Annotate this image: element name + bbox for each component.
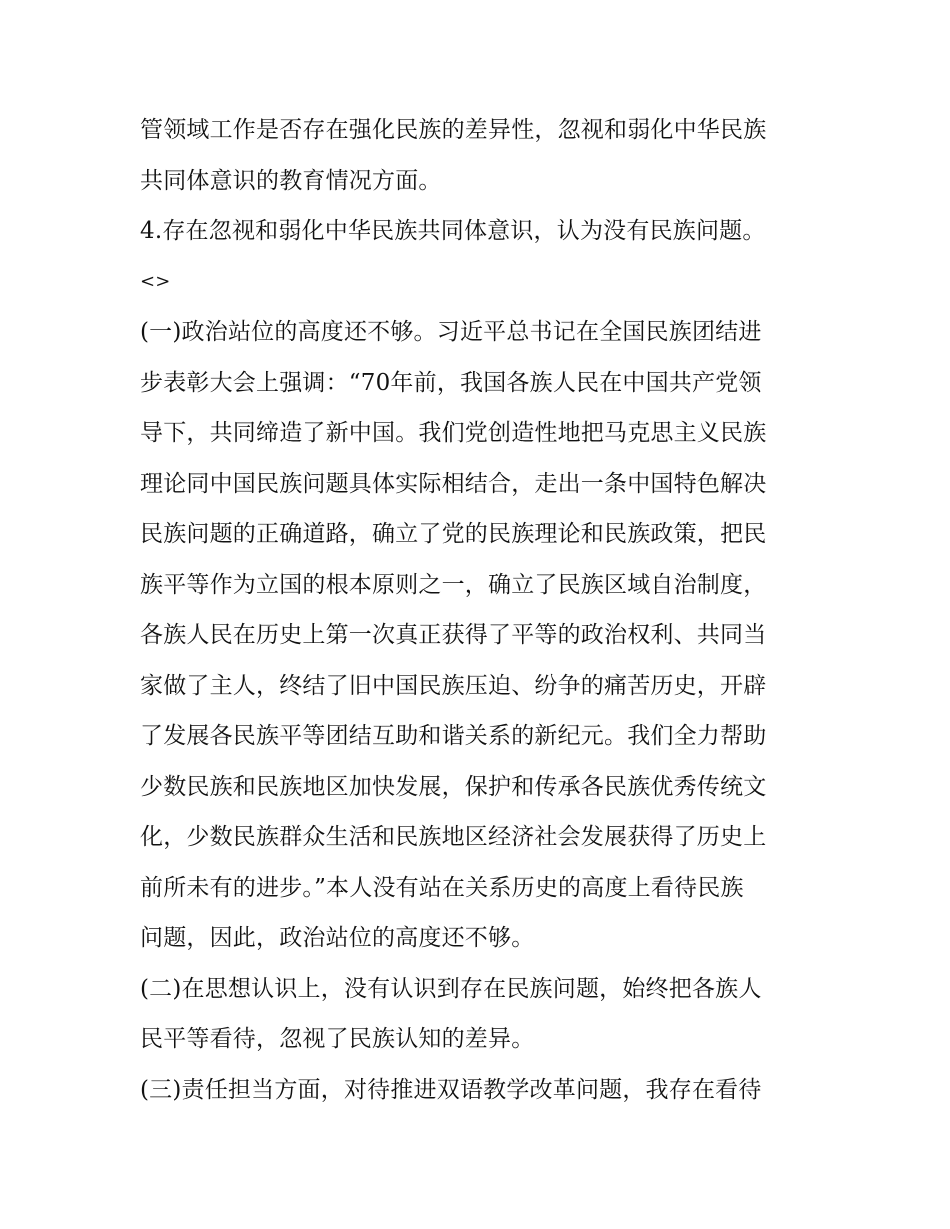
text-line: 民族问题的正确道路，确立了党的民族理论和民族政策，把民 bbox=[140, 521, 767, 547]
text-line: 4.存在忽视和弱化中华民族共同体意识，认为没有民族问题。 bbox=[140, 218, 766, 244]
text-line: 族平等作为立国的根本原则之一，确立了民族区域自治制度， bbox=[140, 571, 767, 598]
text-line: (一)政治站位的高度还不够。习近平总书记在全国民族团结进 bbox=[140, 319, 762, 345]
text-line: 步表彰大会上强调：“70年前，我国各族人民在中国共产党领 bbox=[140, 369, 762, 396]
document-body bbox=[140, 105, 820, 1115]
text-line: 家做了主人，终结了旧中国民族压迫、纷争的痛苦历史，开辟 bbox=[140, 672, 767, 699]
text-line: 前所未有的进步。”本人没有站在关系历史的高度上看待民族 bbox=[140, 874, 744, 901]
text-line: 了发展各民族平等团结互助和谐关系的新纪元。我们全力帮助 bbox=[140, 723, 767, 749]
text-line: 少数民族和民族地区加快发展，保护和传承各民族优秀传统文 bbox=[140, 773, 767, 800]
text-line: (三)责任担当方面，对待推进双语教学改革问题，我存在看待 bbox=[140, 1076, 762, 1103]
text-line: 导下，共同缔造了新中国。我们党创造性地把马克思主义民族 bbox=[140, 420, 767, 446]
text-line: 管领域工作是否存在强化民族的差异性，忽视和弱化中华民族 bbox=[140, 117, 767, 143]
text-line: 理论同中国民族问题具体实际相结合，走出一条中国特色解决 bbox=[140, 470, 767, 497]
text-line: 共同体意识的教育情况方面。 bbox=[140, 167, 442, 194]
text-line: 民平等看待，忽视了民族认知的差异。 bbox=[140, 1026, 535, 1052]
text-line: 化，少数民族群众生活和民族地区经济社会发展获得了历史上 bbox=[140, 824, 767, 850]
text-line: 问题，因此，政治站位的高度还不够。 bbox=[140, 925, 535, 951]
text-line: 各族人民在历史上第一次真正获得了平等的政治权利、共同当 bbox=[140, 622, 767, 648]
text-line: <> bbox=[140, 270, 171, 292]
text-line: (二)在思想认识上，没有认识到存在民族问题，始终把各族人 bbox=[140, 975, 762, 1002]
